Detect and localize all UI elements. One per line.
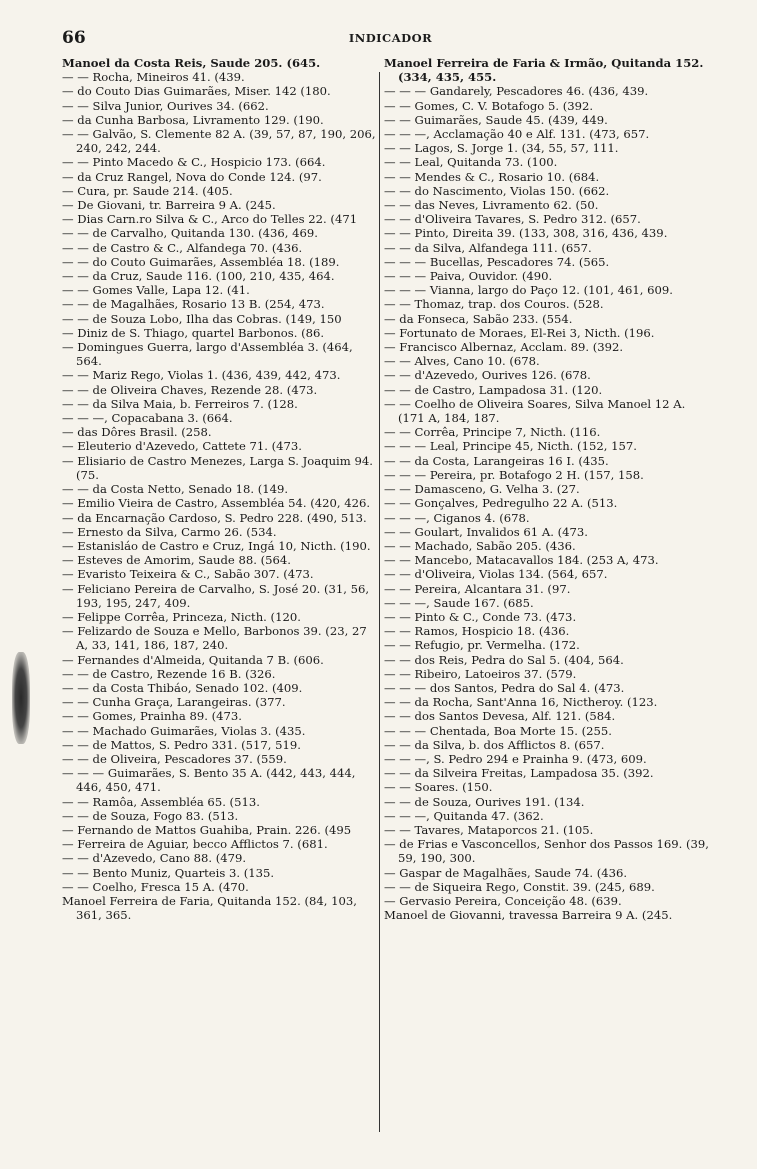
- directory-entry: — Esteves de Amorim, Saude 88. (564.: [62, 553, 291, 568]
- directory-entry: — — Ribeiro, Latoeiros 37. (579.: [384, 666, 577, 681]
- directory-entry: — Gervasio Pereira, Conceição 48. (639.: [384, 893, 622, 908]
- directory-entry: — — da Rocha, Sant'Anna 16, Nictheroy. (123.: [384, 695, 658, 710]
- directory-entry: — — — Vianna, largo do Paço 12. (101, 461, 609.: [384, 283, 673, 298]
- directory-entry: — — Gonçalves, Pedregulho 22 A. (513.: [384, 496, 618, 511]
- directory-entry: — — Machado, Sabão 205. (436.: [384, 538, 576, 553]
- directory-entry: — da Cunha Barbosa, Livramento 129. (190.: [62, 112, 324, 127]
- directory-entry: — — de Oliveira, Pescadores 37. (559.: [62, 751, 287, 766]
- directory-entry: — — d'Azevedo, Cano 88. (479.: [62, 851, 247, 866]
- directory-entry: — — — Gandarely, Pescadores 46. (436, 439.: [384, 84, 649, 99]
- directory-entry: — — Mancebo, Matacavallos 184. (253 A, 473.: [384, 553, 659, 568]
- directory-entry: — Diniz de S. Thiago, quartel Barbonos. (86.: [62, 325, 325, 340]
- directory-entry: — Felizardo de Souza e Mello, Barbonos 39. (23, 27 A, 33, 141, 186, 187, 240.: [62, 624, 367, 653]
- directory-entry: — — Corrêa, Principe 7, Nicth. (116.: [384, 425, 601, 440]
- directory-entry: — — —, S. Pedro 294 e Prainha 9. (473, 609.: [384, 751, 647, 766]
- directory-entry: — — de Castro & C., Alfandega 70. (436.: [62, 240, 303, 255]
- directory-entry: — — da Costa Thibáo, Senado 102. (409.: [62, 680, 303, 695]
- directory-entry: Manoel de Giovanni, travessa Barreira 9 A. (245.: [384, 908, 673, 923]
- directory-entry: — Felippe Corrêa, Princeza, Nicth. (120.: [62, 609, 301, 624]
- directory-entry: — — Thomaz, trap. dos Couros. (528.: [384, 297, 604, 312]
- directory-entry: — — Pinto & C., Conde 73. (473.: [384, 609, 577, 624]
- directory-entry: — — de Carvalho, Quitanda 130. (436, 469.: [62, 226, 318, 241]
- directory-entry: — Elisiario de Castro Menezes, Larga S. Joaquim 94. (75.: [62, 453, 373, 482]
- directory-entry: — Ferreira de Aguiar, becco Afflictos 7. (681.: [62, 837, 328, 852]
- right-column: [384, 56, 714, 922]
- directory-entry: — — Ramos, Hospicio 18. (436.: [384, 624, 570, 639]
- directory-entry: — da Cruz Rangel, Nova do Conde 124. (97.: [62, 169, 322, 184]
- directory-entry: — Eleuterio d'Azevedo, Cattete 71. (473.: [62, 439, 302, 454]
- directory-entry: — Fernando de Mattos Guahiba, Prain. 226. (495: [62, 822, 352, 837]
- directory-entry: — — —, Saude 167. (685.: [384, 595, 534, 610]
- directory-entry: — — do Couto Guimarães, Assembléa 18. (189.: [62, 254, 340, 269]
- directory-entry: — das Dôres Brasil. (258.: [62, 425, 212, 440]
- directory-entry: — de Frias e Vasconcellos, Senhor dos Passos 169. (39, 59, 190, 300.: [384, 837, 709, 866]
- directory-entry: — — d'Oliveira Tavares, S. Pedro 312. (657.: [384, 212, 641, 227]
- directory-entry: — — do Nascimento, Violas 150. (662.: [384, 183, 610, 198]
- directory-entry: — — — Pereira, pr. Botafogo 2 H. (157, 158.: [384, 467, 644, 482]
- directory-entry: Manoel Ferreira de Faria & Irmão, Quitanda 152. (334, 435, 455.: [384, 56, 704, 85]
- directory-entry: — — Leal, Quitanda 73. (100.: [384, 155, 558, 170]
- directory-entry: — — Galvão, S. Clemente 82 A. (39, 57, 87, 190, 206, 240, 242, 244.: [62, 127, 376, 156]
- directory-entry: — — d'Azevedo, Ourives 126. (678.: [384, 368, 591, 383]
- directory-entry: — — de Magalhães, Rosario 13 B. (254, 473.: [62, 297, 325, 312]
- directory-entry: — da Encarnação Cardoso, S. Pedro 228. (490, 513.: [62, 510, 367, 525]
- directory-entry: — — Guimarães, Saude 45. (439, 449.: [384, 112, 608, 127]
- directory-entry: — — Refugio, pr. Vermelha. (172.: [384, 638, 580, 653]
- page-number: 66: [62, 28, 86, 48]
- directory-entry: — — — dos Santos, Pedra do Sal 4. (473.: [384, 680, 625, 695]
- directory-entry: — — — Leal, Principe 45, Nicth. (152, 157.: [384, 439, 637, 454]
- directory-entry: — — Gomes Valle, Lapa 12. (41.: [62, 283, 250, 298]
- directory-entry: — De Giovani, tr. Barreira 9 A. (245.: [62, 198, 276, 213]
- directory-entry: — — de Siqueira Rego, Constit. 39. (245, 689.: [384, 879, 655, 894]
- directory-entry: Manoel Ferreira de Faria, Quitanda 152. (84, 103, 361, 365.: [62, 893, 357, 923]
- directory-entry: — — de Castro, Rezende 16 B. (326.: [62, 666, 276, 681]
- directory-entry: — Fortunato de Moraes, El-Rei 3, Nicth. (196.: [384, 325, 655, 340]
- directory-entry: — Francisco Albernaz, Acclam. 89. (392.: [384, 340, 624, 355]
- directory-entry: — — da Silva, Alfandega 111. (657.: [384, 240, 592, 255]
- directory-entry: — — de Mattos, S. Pedro 331. (517, 519.: [62, 737, 301, 752]
- directory-entry: — — de Souza, Ourives 191. (134.: [384, 794, 585, 809]
- directory-entry: — — Coelho, Fresca 15 A. (470.: [62, 879, 249, 894]
- directory-entry: — — de Castro, Lampadosa 31. (120.: [384, 382, 603, 397]
- directory-entry: — — Pinto Macedo & C., Hospicio 173. (664.: [62, 155, 326, 170]
- directory-entry: — Estanisláo de Castro e Cruz, Ingá 10, Nicth. (190.: [62, 538, 371, 553]
- directory-entry: — — Lagos, S. Jorge 1. (34, 55, 57, 111.: [384, 141, 619, 156]
- directory-entry: — Dias Carn.ro Silva & C., Arco do Telles 22. (471: [62, 212, 358, 227]
- directory-entry: Manoel da Costa Reis, Saude 205. (645.: [62, 56, 321, 70]
- column-divider: [379, 72, 380, 1132]
- ink-blot: [12, 652, 30, 744]
- directory-entry: — — da Silveira Freitas, Lampadosa 35. (392.: [384, 766, 654, 781]
- directory-entry: — — da Costa, Larangeiras 16 I. (435.: [384, 453, 609, 468]
- directory-entry: — Cura, pr. Saude 214. (405.: [62, 183, 233, 198]
- directory-entry: — — Coelho de Oliveira Soares, Silva Manoel 12 A. (171 A, 184, 187.: [384, 396, 686, 426]
- left-column: [62, 56, 380, 922]
- directory-entry: — — dos Reis, Pedra do Sal 5. (404, 564.: [384, 652, 624, 667]
- directory-entry: — — Goulart, Invalidos 61 A. (473.: [384, 524, 588, 539]
- directory-entry: — — Damasceno, G. Velha 3. (27.: [384, 482, 580, 497]
- directory-entry: — Fernandes d'Almeida, Quitanda 7 B. (606.: [62, 652, 324, 667]
- directory-entry: — — d'Oliveira, Violas 134. (564, 657.: [384, 567, 608, 582]
- directory-entry: — — Tavares, Mataporcos 21. (105.: [384, 822, 594, 837]
- directory-entry: — — da Cruz, Saude 116. (100, 210, 435, 464.: [62, 269, 335, 284]
- directory-entry: — — Alves, Cano 10. (678.: [384, 354, 540, 369]
- directory-entry: — — dos Santos Devesa, Alf. 121. (584.: [384, 709, 616, 724]
- directory-entry: — — — Paiva, Ouvidor. (490.: [384, 269, 553, 284]
- directory-entry: — — de Souza, Fogo 83. (513.: [62, 808, 239, 823]
- page-header: [62, 28, 719, 52]
- directory-entry: — — — Bucellas, Pescadores 74. (565.: [384, 254, 610, 269]
- directory-entry: — — Rocha, Mineiros 41. (439.: [62, 70, 245, 85]
- directory-entry: — — Pinto, Direita 39. (133, 308, 316, 436, 439.: [384, 226, 668, 241]
- directory-entry: — Ernesto da Silva, Carmo 26. (534.: [62, 524, 277, 539]
- directory-entry: — — —, Quitanda 47. (362.: [384, 808, 544, 823]
- directory-entry: — — Bento Muniz, Quarteis 3. (135.: [62, 865, 275, 880]
- running-head: INDICADOR: [348, 31, 433, 45]
- directory-entry: — — Mariz Rego, Violas 1. (436, 439, 442, 473.: [62, 368, 341, 383]
- directory-entry: — — da Silva, b. dos Afflictos 8. (657.: [384, 737, 605, 752]
- directory-entry: — Domingues Guerra, largo d'Assembléa 3. (464, 564.: [62, 340, 353, 369]
- directory-entry: — — —, Acclamação 40 e Alf. 131. (473, 657.: [384, 127, 650, 142]
- directory-entry: — Gaspar de Magalhães, Saude 74. (436.: [384, 865, 628, 880]
- directory-entry: — — das Neves, Livramento 62. (50.: [384, 198, 599, 213]
- directory-entry: — — Pereira, Alcantara 31. (97.: [384, 581, 571, 596]
- directory-entry: — — de Souza Lobo, Ilha das Cobras. (149, 150: [62, 311, 342, 326]
- directory-entry: — do Couto Dias Guimarães, Miser. 142 (180.: [62, 84, 331, 99]
- directory-entry: — — Ramôa, Assembléa 65. (513.: [62, 794, 260, 809]
- directory-entry: — Feliciano Pereira de Carvalho, S. José 20. (31, 56, 193, 195, 247, 409.: [62, 581, 370, 610]
- directory-entry: — — da Costa Netto, Senado 18. (149.: [62, 482, 289, 497]
- directory-entry: — — Cunha Graça, Larangeiras. (377.: [62, 695, 286, 710]
- directory-entry: — da Fonseca, Sabão 233. (554.: [384, 311, 573, 326]
- directory-entry: — — de Oliveira Chaves, Rezende 28. (473.: [62, 382, 318, 397]
- directory-entry: — — Soares. (150.: [384, 780, 493, 795]
- directory-entry: — — —, Ciganos 4. (678.: [384, 510, 530, 525]
- directory-entry: — — Silva Junior, Ourives 34. (662.: [62, 98, 269, 113]
- directory-entry: — Evaristo Teixeira & C., Sabão 307. (473.: [62, 567, 314, 582]
- directory-entry: — — Mendes & C., Rosario 10. (684.: [384, 169, 600, 184]
- directory-entry: — Emilio Vieira de Castro, Assembléa 54. (420, 426.: [62, 496, 371, 511]
- directory-entry: — — Gomes, Prainha 89. (473.: [62, 709, 242, 724]
- directory-entry: — — — Guimarães, S. Bento 35 A. (442, 443, 444, 446, 450, 471.: [62, 766, 356, 795]
- directory-entry: — — —, Copacabana 3. (664.: [62, 411, 233, 426]
- directory-entry: — — da Silva Maia, b. Ferreiros 7. (128.: [62, 396, 298, 411]
- directory-entry: — — Machado Guimarães, Violas 3. (435.: [62, 723, 306, 738]
- directory-entry: — — — Chentada, Boa Morte 15. (255.: [384, 723, 612, 738]
- directory-entry: — — Gomes, C. V. Botafogo 5. (392.: [384, 98, 594, 113]
